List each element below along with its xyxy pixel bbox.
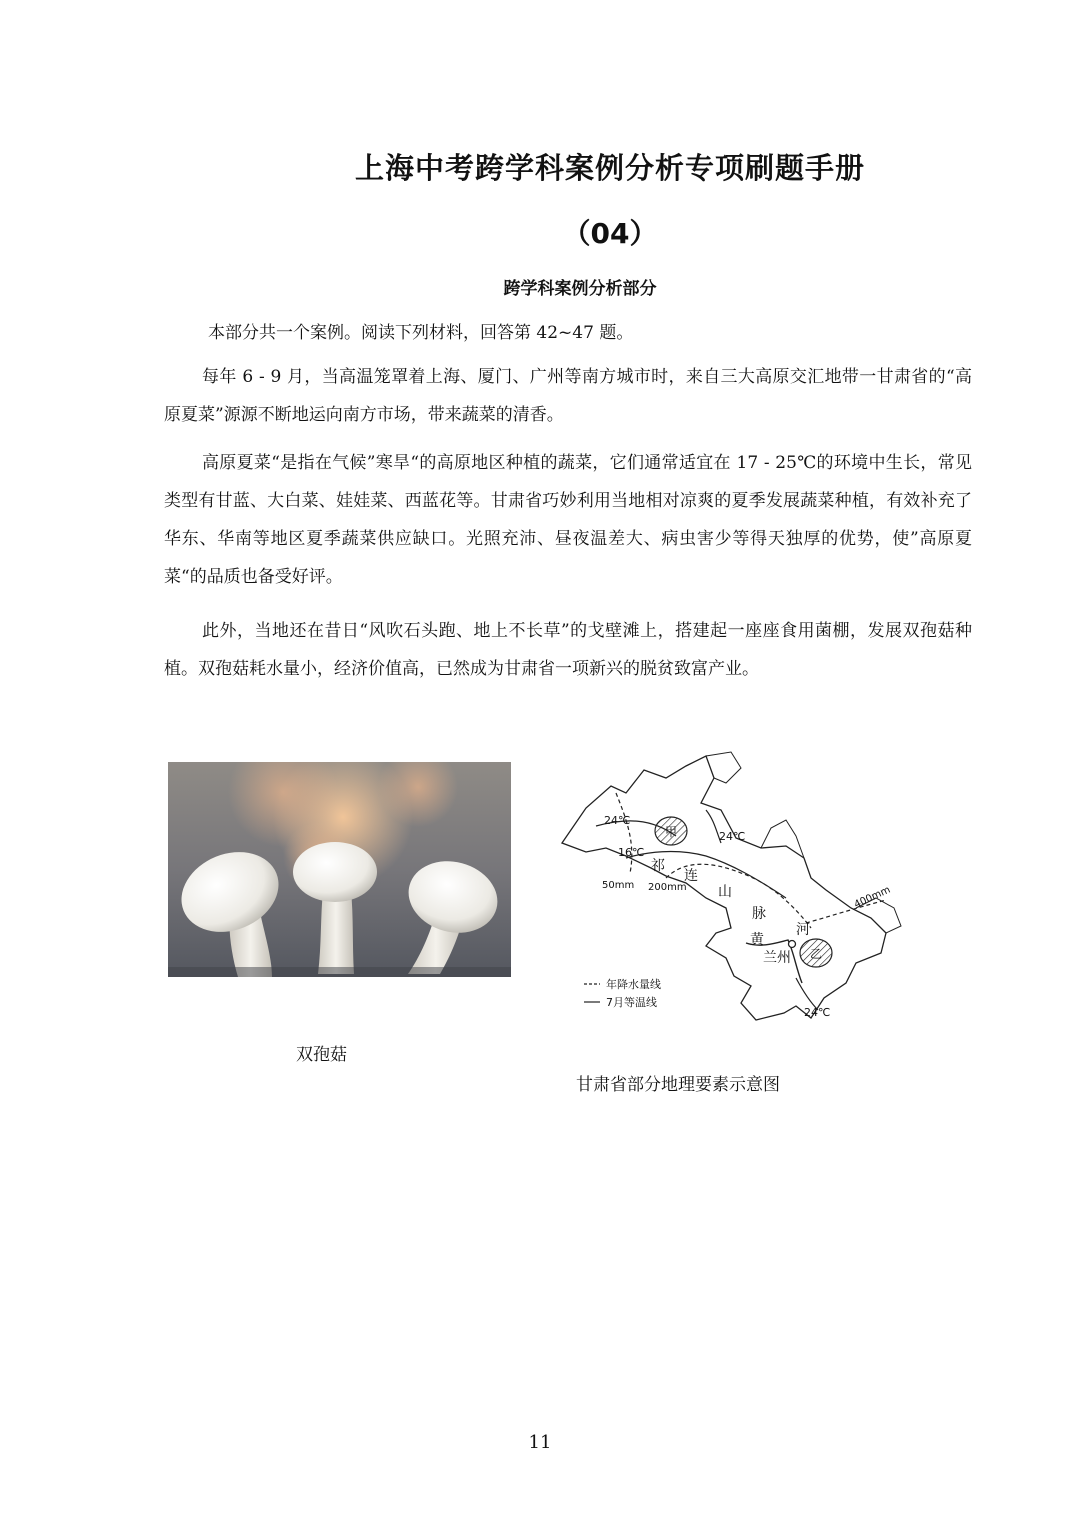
document-title: 上海中考跨学科案例分析专项刷题手册: [354, 151, 865, 185]
mushroom-photo: [168, 762, 511, 977]
mushroom-caption: 双孢菇: [296, 1045, 347, 1065]
map-label-mountain: 山: [718, 884, 732, 900]
map-label-temp: 24℃: [719, 830, 746, 843]
map-label-mountain: 连: [684, 868, 698, 884]
map-label-river: 黄: [750, 932, 764, 948]
legend-rainfall: 年降水量线: [606, 978, 661, 991]
intro-text: 本部分共一个案例。阅读下列材料，回答第 42~47 题。: [208, 323, 634, 343]
gansu-map: [556, 748, 916, 1038]
map-label-city: 兰州: [763, 950, 791, 966]
legend-isotherm: 7月等温线: [606, 996, 657, 1009]
map-label-rainfall: 400mm: [852, 884, 893, 911]
lanzhou-dot: [789, 941, 796, 948]
map-label-temp: 24℃: [804, 1006, 831, 1019]
map-label-temp: 16℃: [618, 846, 645, 859]
paragraph-1: 每年 6 - 9 月，当高温笼罩着上海、厦门、广州等南方城市时，来自三大高原交汇地带一甘肃省的“高原夏菜”源源不断地运向南方市场，带来蔬菜的清香。: [164, 367, 972, 425]
map-caption: 甘肃省部分地理要素示意图: [576, 1075, 780, 1095]
paragraph-3: 此外，当地还在昔日“风吹石头跑、地上不长草”的戈壁滩上，搭建起一座座食用菌棚，发展双孢菇种植。双孢菇耗水量小，经济价值高，已然成为甘肃省一项新兴的脱贫致富产业。: [164, 621, 972, 679]
map-label-rainfall: 50mm: [602, 880, 635, 891]
map-label-mountain: 祁: [651, 858, 665, 874]
map-label-temp: 24℃: [604, 814, 631, 827]
map-label-zone: 乙: [810, 947, 823, 961]
page-number: 11: [528, 1432, 552, 1453]
rainfall-line: [616, 793, 632, 873]
section-heading: 跨学科案例分析部分: [503, 279, 657, 299]
rainfall-line: [806, 900, 886, 923]
map-label-river: 河: [796, 922, 810, 938]
map-label-rainfall: 200mm: [648, 882, 687, 893]
paragraph-2: 高原夏菜“是指在气候”寒旱“的高原地区种植的蔬菜，它们通常适宜在 17 - 25℃的环境中生长，常见类型有甘蓝、大白菜、娃娃菜、西蓝花等。甘肃省巧妙利用当地相对凉爽的夏季发展蔬菜种植，有效补充了华东、华南等地区夏季蔬菜供应缺口。光照充沛、昼夜温差大、病虫害少等得天独厚的优势，使”高原夏菜“的品质也备受好评。: [164, 453, 972, 587]
document-subtitle: （04）: [562, 217, 658, 250]
map-label-mountain: 脉: [752, 906, 766, 922]
map-label-zone: 甲: [665, 825, 678, 839]
